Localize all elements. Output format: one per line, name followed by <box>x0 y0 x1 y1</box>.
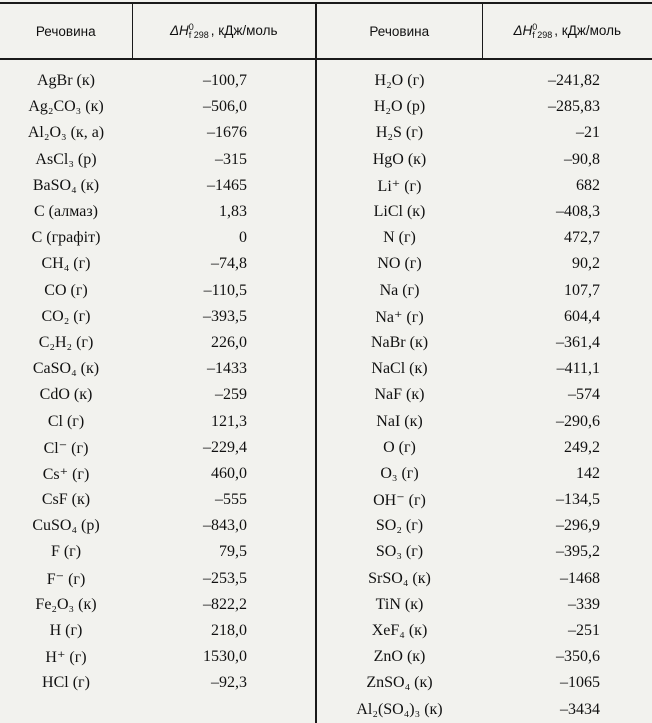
right-value: –395,2 <box>556 543 600 561</box>
right-substance: H₂O (р) <box>316 94 482 120</box>
left-value: –506,0 <box>203 98 247 116</box>
table-row <box>0 539 652 565</box>
right-substance: Li⁺ (г) <box>316 173 482 199</box>
left-value: –100,7 <box>203 72 247 90</box>
header-substance-left: Речовина <box>0 3 132 59</box>
right-substance: NaCl (к) <box>316 356 482 382</box>
left-substance: Cl (г) <box>47 412 85 430</box>
right-value: 90,2 <box>572 255 600 273</box>
left-value: –1433 <box>207 360 247 378</box>
left-value: –110,5 <box>203 281 247 299</box>
left-value: –843,0 <box>203 517 247 535</box>
left-value: 218,0 <box>211 622 247 640</box>
left-substance: Cs⁺ (г) <box>42 465 90 483</box>
left-value: –253,5 <box>203 569 247 587</box>
table-row <box>0 566 652 592</box>
right-value: –90,8 <box>564 150 600 168</box>
left-substance: BaSO₄ (к) <box>32 176 100 194</box>
table-row <box>0 435 652 461</box>
left-substance: H⁺ (г) <box>45 649 87 667</box>
right-value: 142 <box>576 464 600 482</box>
left-substance: Ag₂CO₃ (к) <box>28 98 104 116</box>
right-value: –134,5 <box>556 491 600 509</box>
right-substance: ZnSO₄ (к) <box>316 670 482 696</box>
table-row <box>0 513 652 539</box>
right-substance: NO (г) <box>316 251 482 277</box>
right-substance: OH⁻ (г) <box>316 487 482 513</box>
right-value: 249,2 <box>564 438 600 456</box>
left-value: –74,8 <box>211 255 247 273</box>
right-substance: Na (г) <box>316 278 482 304</box>
left-substance: Fe₂O₃ (к) <box>35 595 97 613</box>
right-substance: HgO (к) <box>316 147 482 173</box>
right-value: –350,6 <box>556 648 600 666</box>
left-value: –1465 <box>207 176 247 194</box>
right-substance: Al₂(SO₄)₃ (к) <box>316 697 482 723</box>
left-substance: H (г) <box>49 622 83 640</box>
left-substance: CsF (к) <box>41 491 91 509</box>
table-row <box>0 278 652 304</box>
right-substance: O₃ (г) <box>316 461 482 487</box>
left-substance: F⁻ (г) <box>46 570 86 588</box>
left-value: 460,0 <box>211 464 247 482</box>
left-value: –92,3 <box>211 674 247 692</box>
left-value: 0 <box>239 229 247 247</box>
left-substance: CaSO₄ (к) <box>32 360 100 378</box>
table-row <box>0 408 652 434</box>
right-value: –290,6 <box>556 412 600 430</box>
left-substance: AgBr (к) <box>37 72 95 90</box>
left-value: –393,5 <box>203 307 247 325</box>
left-value: –822,2 <box>203 595 247 613</box>
table-row <box>0 120 652 146</box>
table-row <box>0 330 652 356</box>
right-value: –241,82 <box>548 72 600 90</box>
right-value: 604,4 <box>564 307 600 325</box>
left-substance: C₂H₂ (г) <box>38 333 94 351</box>
right-substance: SO₃ (г) <box>316 539 482 565</box>
right-substance: LiCl (к) <box>316 199 482 225</box>
right-substance: O (г) <box>316 435 482 461</box>
table-row <box>0 487 652 513</box>
right-substance: H₂S (г) <box>316 120 482 146</box>
table-body <box>0 59 652 723</box>
left-value: –315 <box>215 150 247 168</box>
right-substance: NaI (к) <box>316 408 482 434</box>
table-header-row <box>0 3 652 59</box>
right-substance: ZnO (к) <box>316 644 482 670</box>
table-row <box>0 304 652 330</box>
table-row <box>0 59 652 94</box>
header-enthalpy-left: ΔH 0 f 298 , кДж/моль <box>132 3 316 59</box>
left-substance: AsCl₃ (р) <box>35 150 97 168</box>
right-value: –3434 <box>560 700 600 718</box>
right-value: 682 <box>576 176 600 194</box>
right-substance: TiN (к) <box>316 592 482 618</box>
left-value: –1676 <box>207 124 247 142</box>
left-substance: Al₂O₃ (к, а) <box>27 124 105 142</box>
table-row <box>0 173 652 199</box>
left-substance: CuSO₄ (р) <box>32 517 100 535</box>
left-substance: F (г) <box>50 543 82 561</box>
left-value: 121,3 <box>211 412 247 430</box>
left-substance: CdO (к) <box>39 386 93 404</box>
table-row <box>0 644 652 670</box>
right-value: –1468 <box>560 569 600 587</box>
left-substance: C (алмаз) <box>34 203 98 221</box>
header-enthalpy-right: ΔH 0 f 298 , кДж/моль <box>482 3 652 59</box>
left-substance: CO (г) <box>44 281 88 299</box>
right-value: –251 <box>568 622 600 640</box>
table-row <box>0 251 652 277</box>
table-row <box>0 461 652 487</box>
right-value: –361,4 <box>556 333 600 351</box>
right-value: 472,7 <box>564 229 600 247</box>
header-substance-right: Речовина <box>316 3 482 59</box>
left-value: –555 <box>215 491 247 509</box>
table-row <box>0 592 652 618</box>
table-row <box>0 356 652 382</box>
left-value: 1530,0 <box>203 648 247 666</box>
right-substance: XeF₄ (к) <box>316 618 482 644</box>
left-value: 226,0 <box>211 333 247 351</box>
left-value: –259 <box>215 386 247 404</box>
right-value: –411,1 <box>556 360 600 378</box>
left-substance: HCl (г) <box>42 674 90 692</box>
table-row <box>0 670 652 696</box>
right-value: –285,83 <box>548 98 600 116</box>
table-row <box>0 199 652 225</box>
right-value: –408,3 <box>556 203 600 221</box>
left-value: –229,4 <box>203 438 247 456</box>
left-substance: Cl⁻ (г) <box>43 439 89 457</box>
right-value: 107,7 <box>564 281 600 299</box>
table-row <box>0 382 652 408</box>
right-value: –1065 <box>560 674 600 692</box>
table-row <box>0 147 652 173</box>
right-substance: NaBr (к) <box>316 330 482 356</box>
enthalpy-table <box>0 2 652 723</box>
right-substance: Na⁺ (г) <box>316 304 482 330</box>
left-value: 79,5 <box>219 543 247 561</box>
right-substance: NaF (к) <box>316 382 482 408</box>
left-value: 1,83 <box>219 203 247 221</box>
left-substance: CH₄ (г) <box>41 255 91 273</box>
right-substance: SrSO₄ (к) <box>316 566 482 592</box>
left-substance: C (графіт) <box>31 229 101 247</box>
right-substance: SO₂ (г) <box>316 513 482 539</box>
table-row <box>0 618 652 644</box>
right-value: –339 <box>568 595 600 613</box>
table-row <box>0 225 652 251</box>
right-value: –574 <box>568 386 600 404</box>
right-value: –21 <box>576 124 600 142</box>
right-substance: N (г) <box>316 225 482 251</box>
table-row <box>0 94 652 120</box>
right-value: –296,9 <box>556 517 600 535</box>
right-substance: H₂O (г) <box>316 59 482 94</box>
left-substance: CO₂ (г) <box>41 307 91 325</box>
